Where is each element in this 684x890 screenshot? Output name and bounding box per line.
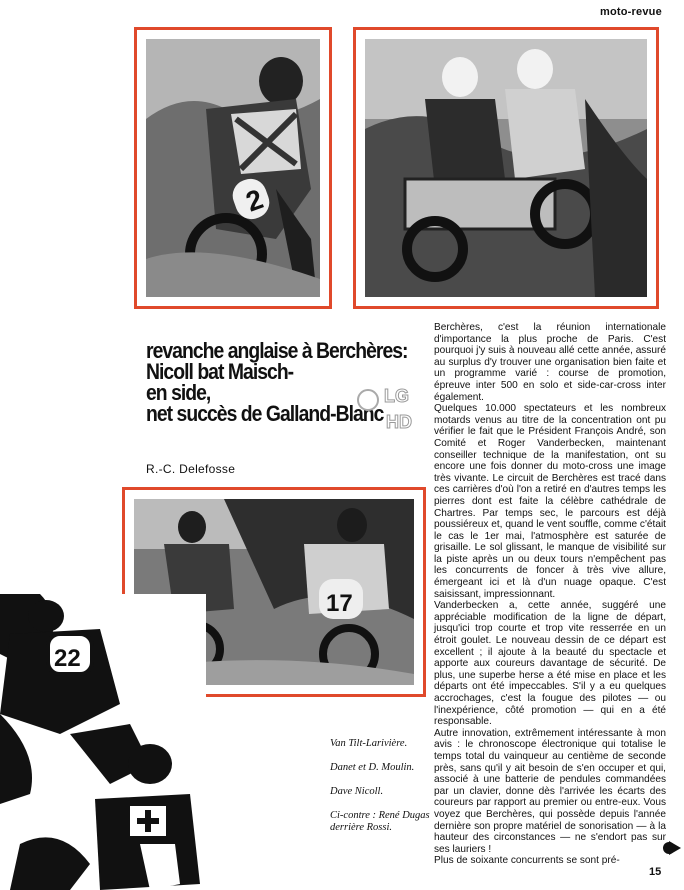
article-byline: R.-C. Delefosse (146, 462, 236, 476)
headline-line-4: net succès de Galland-Blanc (146, 401, 384, 426)
article-paragraph-2: Quelques 10.000 spectateurs et les nombreux motards venus au titre de la concentration ont pu vérifier le fait que le Président François André, son Comité et Roger Vanderbecken, maintenant conseiller technique de la manifestation, ont su encore une fois donner du moto-cross une image très vivante. Le circuit de Berchères est tracé dans ces carrières d'où l'on a retiré en d'autres temps les pierres dont est faite la célèbre cathédrale de Chartres. Par temps sec, le parcours est déjà poussiéreux et, quand le vent souffle, comme c'était le cas le 1er mai, l'atmosphère est saturée de grisaille. Le sol glissant, le manque de visibilité sur la piste après un ou deux tours n'empêchent pas les concurrents de foncer à très vive allure, émergeant ici et là d'un nuage opaque. C'est saisissant, impressionnant. (434, 403, 666, 600)
headline-line-2: Nicoll bat Maisch- (146, 359, 294, 384)
caption-2: Danet et D. Moulin. (330, 762, 415, 773)
plate-22-label: 22 (54, 645, 81, 672)
photo-bw-riders (0, 594, 206, 890)
lghd-logo (354, 378, 424, 436)
caption-1: Van Tilt-Larivière. (330, 738, 408, 749)
photo-solo-rider-image (146, 39, 320, 297)
article-paragraph-1: Berchères, c'est la réunion internationale d'importance la plus proche de Paris. C'est pourquoi j'y suis à nouveau allé cette année, assuré au surplus d'y trouver une organisation bien faite et un programme varié : course de promotion, épreuve inter 500 en solo et side-car-cross inter également. (434, 322, 666, 403)
article-paragraph-3: Vanderbecken a, cette année, suggéré une appréciable modification de la ligne de départ, jusqu'ici trop courte et trop vite resserrée en un étroit goulet. Le nouveau dessin de ce départ est excellent ; il ajoute à la beauté du spectacle et apporte aux coureurs davantage de sécurité. De plus, une superbe herse a été mise en place et les départs ont été impeccables. S'il y a eu quelques accrochages, c'est la fougue des pilotes — ou l'inexpérience, côté promotion — qui en a été responsable. (434, 600, 666, 728)
magazine-header: moto-revue (600, 6, 662, 18)
photo-sidecar (353, 27, 659, 309)
photo-sidecar-image (365, 39, 647, 297)
headline-line-3: en side, (146, 380, 211, 405)
article-paragraph-4: Autre innovation, extrêmement intéressante à mon avis : le chronoscope électronique qui totalise le temps total du vainqueur au centième de seconde près, sans qu'il y ait besoin de s'en occuper et qui, associé à une batterie de pendules commandées par un clavier, donne dès l'arrivée les écarts des coureurs par rapport au premier ou entre-eux. Vous voyez que Berchères, qui possède depuis l'année dernière son propre matériel de sonorisation — à la hauteur des circonstances — ne s'endort pas sur ses lauriers ! (434, 727, 666, 855)
logo-letters-top: LG (384, 386, 409, 406)
arrow-right-icon (663, 840, 681, 856)
page-number: 15 (649, 866, 662, 878)
photo-captions (330, 738, 435, 846)
article-body (434, 322, 666, 867)
plate-2-label: 2 (241, 183, 268, 218)
plate-17-label: 17 (326, 590, 353, 617)
caption-3: Dave Nicoll. (330, 786, 384, 797)
article-paragraph-5: Plus de soixante concurrents se sont pré- (434, 855, 620, 867)
photo-solo-rider (134, 27, 332, 309)
headline-line-1: revanche anglaise à Berchères: (146, 338, 408, 363)
caption-4: Ci-contre : René Dugas derrière Rossi. (330, 810, 430, 833)
logo-letters-bottom: HD (386, 412, 412, 432)
